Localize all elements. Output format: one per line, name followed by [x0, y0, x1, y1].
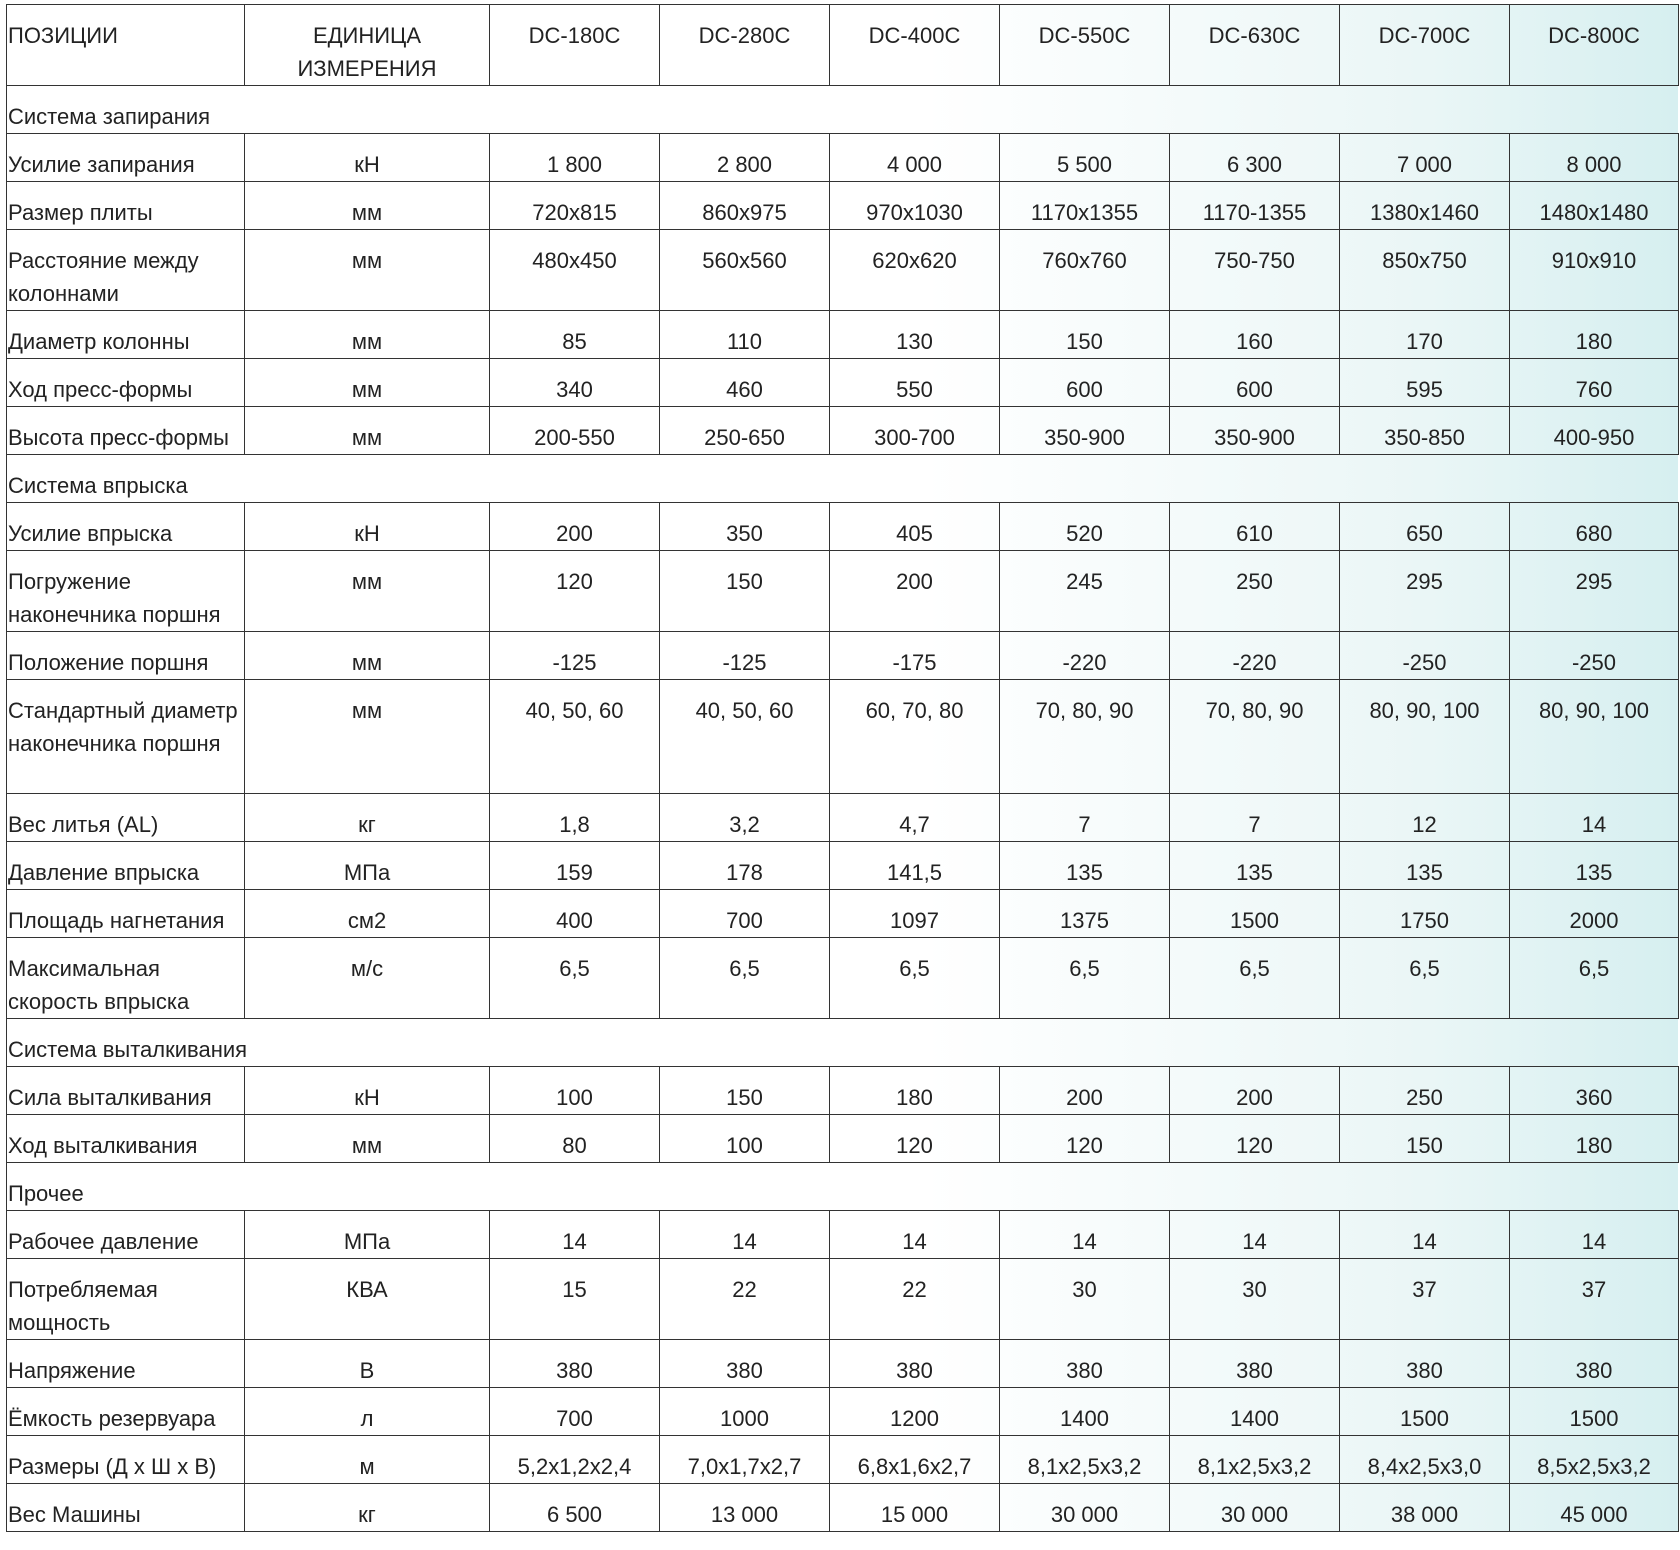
section-title: Система впрыска	[7, 455, 1679, 503]
table-row	[7, 632, 1679, 680]
table-cell: 860x975	[660, 182, 830, 230]
table-cell: 910x910	[1510, 230, 1679, 311]
table-cell: 1 800	[490, 134, 660, 182]
table-cell: 150	[1000, 311, 1170, 359]
table-cell: 600	[1170, 359, 1340, 407]
table-cell: 1480x1480	[1510, 182, 1679, 230]
table-cell: 340	[490, 359, 660, 407]
table-cell: 8,1x2,5x3,2	[1170, 1436, 1340, 1484]
row-label: Рабочее давление	[7, 1211, 245, 1259]
table-row	[7, 1340, 1679, 1388]
table-row	[7, 1067, 1679, 1115]
table-cell: 1500	[1510, 1388, 1679, 1436]
header-position: ПОЗИЦИИ	[7, 5, 245, 86]
table-cell: 610	[1170, 503, 1340, 551]
table-cell: 6,5	[1000, 938, 1170, 1019]
table-cell: 350	[660, 503, 830, 551]
table-cell: 110	[660, 311, 830, 359]
spec-table-container	[6, 4, 1678, 1532]
table-row	[7, 182, 1679, 230]
table-cell: 250	[1340, 1067, 1510, 1115]
table-cell: 2 800	[660, 134, 830, 182]
row-unit: м/с	[245, 938, 490, 1019]
row-unit: кН	[245, 503, 490, 551]
table-row	[7, 938, 1679, 1019]
table-cell: 720x815	[490, 182, 660, 230]
table-cell: -220	[1170, 632, 1340, 680]
table-cell: 300-700	[830, 407, 1000, 455]
row-unit: мм	[245, 182, 490, 230]
table-cell: 700	[490, 1388, 660, 1436]
table-cell: 380	[660, 1340, 830, 1388]
table-cell: 6 300	[1170, 134, 1340, 182]
table-cell: 295	[1340, 551, 1510, 632]
table-cell: 4,7	[830, 794, 1000, 842]
table-cell: 4 000	[830, 134, 1000, 182]
row-label: Давление впрыска	[7, 842, 245, 890]
table-cell: 1400	[1170, 1388, 1340, 1436]
table-row	[7, 1115, 1679, 1163]
row-label: Усилие впрыска	[7, 503, 245, 551]
row-unit: см2	[245, 890, 490, 938]
section-row	[7, 86, 1679, 134]
table-cell: 7,0x1,7x2,7	[660, 1436, 830, 1484]
table-cell: 520	[1000, 503, 1170, 551]
table-row	[7, 1388, 1679, 1436]
table-cell: 80, 90, 100	[1510, 680, 1679, 794]
table-cell: 760	[1510, 359, 1679, 407]
table-cell: 80	[490, 1115, 660, 1163]
section-row	[7, 1163, 1679, 1211]
row-label: Высота пресс-формы	[7, 407, 245, 455]
table-cell: 130	[830, 311, 1000, 359]
row-label: Площадь нагнетания	[7, 890, 245, 938]
table-cell: 135	[1000, 842, 1170, 890]
table-cell: 200-550	[490, 407, 660, 455]
table-cell: 141,5	[830, 842, 1000, 890]
table-cell: 600	[1000, 359, 1170, 407]
section-title: Прочее	[7, 1163, 1679, 1211]
table-cell: 380	[1340, 1340, 1510, 1388]
table-cell: 200	[830, 551, 1000, 632]
table-cell: -125	[660, 632, 830, 680]
table-cell: 60, 70, 80	[830, 680, 1000, 794]
table-cell: 6,5	[830, 938, 1000, 1019]
table-cell: 120	[1000, 1115, 1170, 1163]
table-row	[7, 359, 1679, 407]
row-label: Размер плиты	[7, 182, 245, 230]
table-cell: 680	[1510, 503, 1679, 551]
table-cell: 3,2	[660, 794, 830, 842]
header-model: DC-550C	[1000, 5, 1170, 86]
table-row	[7, 551, 1679, 632]
table-cell: 22	[830, 1259, 1000, 1340]
row-label: Размеры (Д х Ш х В)	[7, 1436, 245, 1484]
spec-table-body	[7, 5, 1679, 1532]
table-cell: 135	[1170, 842, 1340, 890]
table-cell: 350-850	[1340, 407, 1510, 455]
header-model: DC-180C	[490, 5, 660, 86]
table-cell: 595	[1340, 359, 1510, 407]
table-cell: 160	[1170, 311, 1340, 359]
row-unit: мм	[245, 407, 490, 455]
row-unit: кг	[245, 1484, 490, 1532]
table-cell: 8,1x2,5x3,2	[1000, 1436, 1170, 1484]
table-cell: 100	[490, 1067, 660, 1115]
row-unit: МПа	[245, 842, 490, 890]
table-cell: 170	[1340, 311, 1510, 359]
table-row	[7, 503, 1679, 551]
header-model: DC-800C	[1510, 5, 1679, 86]
table-cell: -125	[490, 632, 660, 680]
table-cell: 14	[1510, 794, 1679, 842]
table-cell: 37	[1510, 1259, 1679, 1340]
table-cell: 6,5	[1340, 938, 1510, 1019]
table-cell: 360	[1510, 1067, 1679, 1115]
table-cell: 550	[830, 359, 1000, 407]
table-cell: 6,5	[1510, 938, 1679, 1019]
table-cell: 70, 80, 90	[1170, 680, 1340, 794]
row-label: Ход пресс-формы	[7, 359, 245, 407]
table-cell: 1200	[830, 1388, 1000, 1436]
table-cell: 45 000	[1510, 1484, 1679, 1532]
table-cell: 22	[660, 1259, 830, 1340]
table-cell: 135	[1510, 842, 1679, 890]
table-cell: 8 000	[1510, 134, 1679, 182]
table-cell: 400-950	[1510, 407, 1679, 455]
row-unit: КВА	[245, 1259, 490, 1340]
table-cell: 14	[1510, 1211, 1679, 1259]
table-cell: 380	[1510, 1340, 1679, 1388]
table-cell: 400	[490, 890, 660, 938]
row-unit: кН	[245, 1067, 490, 1115]
table-cell: 6,8x1,6x2,7	[830, 1436, 1000, 1484]
table-cell: 120	[830, 1115, 1000, 1163]
table-cell: 1097	[830, 890, 1000, 938]
table-cell: 350-900	[1170, 407, 1340, 455]
row-unit: м	[245, 1436, 490, 1484]
table-cell: 405	[830, 503, 1000, 551]
table-cell: 760x760	[1000, 230, 1170, 311]
table-cell: 200	[490, 503, 660, 551]
header-model: DC-630C	[1170, 5, 1340, 86]
table-cell: 14	[1000, 1211, 1170, 1259]
table-cell: 14	[490, 1211, 660, 1259]
table-cell: 5 500	[1000, 134, 1170, 182]
table-cell: 1380x1460	[1340, 182, 1510, 230]
table-cell: 6 500	[490, 1484, 660, 1532]
table-cell: -220	[1000, 632, 1170, 680]
table-cell: -175	[830, 632, 1000, 680]
table-cell: 150	[1340, 1115, 1510, 1163]
row-unit: МПа	[245, 1211, 490, 1259]
table-cell: 178	[660, 842, 830, 890]
table-cell: 5,2x1,2x2,4	[490, 1436, 660, 1484]
header-row	[7, 5, 1679, 86]
table-row	[7, 794, 1679, 842]
row-label: Ход выталкивания	[7, 1115, 245, 1163]
table-cell: 750-750	[1170, 230, 1340, 311]
table-row	[7, 1259, 1679, 1340]
table-cell: 159	[490, 842, 660, 890]
table-row	[7, 680, 1679, 794]
table-cell: 1400	[1000, 1388, 1170, 1436]
table-cell: 13 000	[660, 1484, 830, 1532]
table-cell: 180	[830, 1067, 1000, 1115]
table-cell: 85	[490, 311, 660, 359]
table-cell: 14	[830, 1211, 1000, 1259]
table-row	[7, 890, 1679, 938]
table-cell: 6,5	[660, 938, 830, 1019]
row-unit: мм	[245, 551, 490, 632]
row-unit: кН	[245, 134, 490, 182]
table-cell: 8,5x2,5x3,2	[1510, 1436, 1679, 1484]
table-cell: 250	[1170, 551, 1340, 632]
table-cell: 200	[1000, 1067, 1170, 1115]
table-row	[7, 1484, 1679, 1532]
row-label: Стандартный диаметр наконечника поршня	[7, 680, 245, 794]
table-cell: 295	[1510, 551, 1679, 632]
header-unit: ЕДИНИЦА ИЗМЕРЕНИЯ	[245, 5, 490, 86]
table-cell: 80, 90, 100	[1340, 680, 1510, 794]
table-cell: 380	[1000, 1340, 1170, 1388]
row-label: Напряжение	[7, 1340, 245, 1388]
table-cell: 2000	[1510, 890, 1679, 938]
row-label: Диаметр колонны	[7, 311, 245, 359]
section-title: Система выталкивания	[7, 1019, 1679, 1067]
table-cell: 120	[490, 551, 660, 632]
table-cell: 135	[1340, 842, 1510, 890]
table-row	[7, 1436, 1679, 1484]
row-label: Вес Машины	[7, 1484, 245, 1532]
table-cell: 850x750	[1340, 230, 1510, 311]
table-cell: 970x1030	[830, 182, 1000, 230]
table-cell: 350-900	[1000, 407, 1170, 455]
table-cell: 40, 50, 60	[660, 680, 830, 794]
row-label: Потребляемая мощность	[7, 1259, 245, 1340]
row-label: Сила выталкивания	[7, 1067, 245, 1115]
row-unit: мм	[245, 359, 490, 407]
table-cell: 700	[660, 890, 830, 938]
table-row	[7, 311, 1679, 359]
table-cell: 30 000	[1000, 1484, 1170, 1532]
row-label: Ёмкость резервуара	[7, 1388, 245, 1436]
table-cell: 14	[1340, 1211, 1510, 1259]
table-cell: 180	[1510, 311, 1679, 359]
table-cell: 70, 80, 90	[1000, 680, 1170, 794]
table-cell: 1500	[1340, 1388, 1510, 1436]
table-cell: 150	[660, 1067, 830, 1115]
table-cell: 200	[1170, 1067, 1340, 1115]
table-cell: 7	[1000, 794, 1170, 842]
table-cell: 180	[1510, 1115, 1679, 1163]
table-cell: 14	[1170, 1211, 1340, 1259]
row-label: Максимальная скорость впрыска	[7, 938, 245, 1019]
table-cell: 380	[830, 1340, 1000, 1388]
table-cell: 7 000	[1340, 134, 1510, 182]
table-cell: 245	[1000, 551, 1170, 632]
table-cell: 30	[1170, 1259, 1340, 1340]
row-unit: л	[245, 1388, 490, 1436]
table-cell: 1500	[1170, 890, 1340, 938]
table-cell: 460	[660, 359, 830, 407]
table-cell: 30 000	[1170, 1484, 1340, 1532]
table-cell: 480x450	[490, 230, 660, 311]
table-cell: 30	[1000, 1259, 1170, 1340]
table-cell: 1750	[1340, 890, 1510, 938]
row-unit: мм	[245, 632, 490, 680]
row-unit: кг	[245, 794, 490, 842]
row-unit: мм	[245, 1115, 490, 1163]
table-cell: -250	[1340, 632, 1510, 680]
table-cell: 8,4x2,5x3,0	[1340, 1436, 1510, 1484]
table-row	[7, 230, 1679, 311]
header-model: DC-400C	[830, 5, 1000, 86]
table-cell: 6,5	[1170, 938, 1340, 1019]
table-cell: 6,5	[490, 938, 660, 1019]
table-cell: 40, 50, 60	[490, 680, 660, 794]
row-label: Усилие запирания	[7, 134, 245, 182]
table-cell: 1170x1355	[1000, 182, 1170, 230]
table-cell: 38 000	[1340, 1484, 1510, 1532]
table-row	[7, 134, 1679, 182]
header-model: DC-700C	[1340, 5, 1510, 86]
table-cell: 37	[1340, 1259, 1510, 1340]
table-row	[7, 407, 1679, 455]
table-cell: 15 000	[830, 1484, 1000, 1532]
header-model: DC-280C	[660, 5, 830, 86]
table-cell: 1170-1355	[1170, 182, 1340, 230]
table-row	[7, 842, 1679, 890]
table-cell: 1000	[660, 1388, 830, 1436]
table-cell: 15	[490, 1259, 660, 1340]
row-unit: В	[245, 1340, 490, 1388]
table-cell: 1,8	[490, 794, 660, 842]
table-cell: 250-650	[660, 407, 830, 455]
table-cell: 7	[1170, 794, 1340, 842]
table-cell: 1375	[1000, 890, 1170, 938]
section-title: Система запирания	[7, 86, 1679, 134]
table-cell: 650	[1340, 503, 1510, 551]
table-row	[7, 1211, 1679, 1259]
table-cell: 100	[660, 1115, 830, 1163]
table-cell: -250	[1510, 632, 1679, 680]
row-unit: мм	[245, 680, 490, 794]
section-row	[7, 1019, 1679, 1067]
row-unit: мм	[245, 230, 490, 311]
row-label: Погружение наконечника поршня	[7, 551, 245, 632]
table-cell: 150	[660, 551, 830, 632]
row-label: Вес литья (AL)	[7, 794, 245, 842]
spec-table	[6, 4, 1679, 1532]
table-cell: 120	[1170, 1115, 1340, 1163]
table-cell: 620x620	[830, 230, 1000, 311]
table-cell: 14	[660, 1211, 830, 1259]
table-cell: 560x560	[660, 230, 830, 311]
section-row	[7, 455, 1679, 503]
row-unit: мм	[245, 311, 490, 359]
table-cell: 12	[1340, 794, 1510, 842]
table-cell: 380	[490, 1340, 660, 1388]
table-cell: 380	[1170, 1340, 1340, 1388]
row-label: Расстояние между колоннами	[7, 230, 245, 311]
row-label: Положение поршня	[7, 632, 245, 680]
